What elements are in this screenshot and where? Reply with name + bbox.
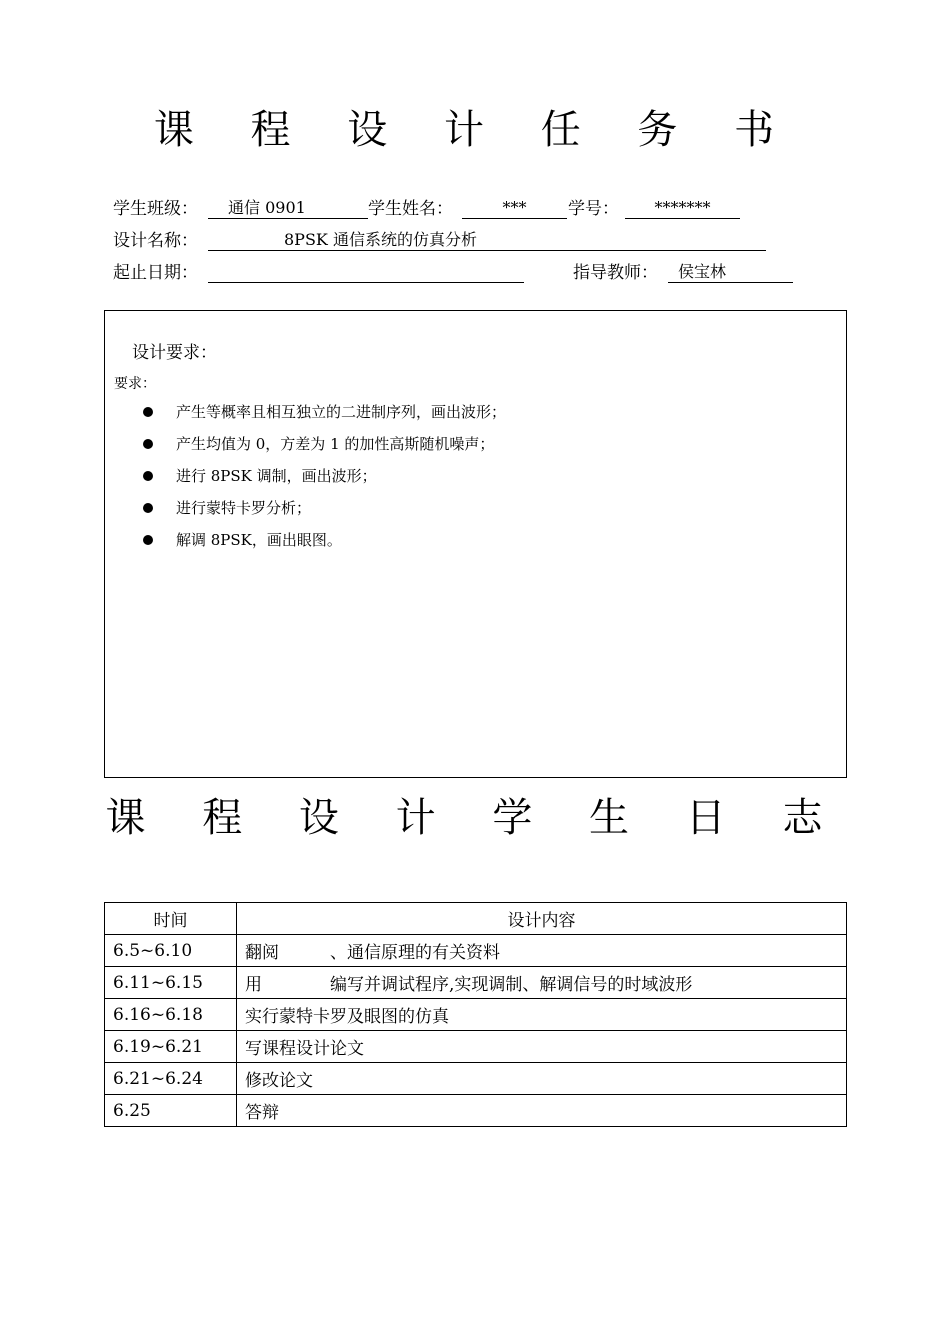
teacher-label: 指导教师： [573, 263, 658, 283]
time-column-header: 时间 [105, 903, 237, 935]
date-range-label: 起止日期： [113, 263, 198, 283]
student-id-label: 学号： [568, 199, 619, 219]
class-label: 学生班级： [113, 199, 198, 219]
name-value: *** [502, 198, 527, 217]
content-cell: 实行蒙特卡罗及眼图的仿真 [237, 999, 847, 1031]
teacher-field[interactable] [668, 262, 793, 283]
content-column-header: 设计内容 [237, 903, 847, 935]
name-label: 学生姓名： [368, 199, 453, 219]
time-cell: 6.21~6.24 [105, 1063, 237, 1095]
time-cell: 6.16~6.18 [105, 999, 237, 1031]
content-cell: 翻阅 、通信原理的有关资料 [237, 935, 847, 967]
content-cell: 写课程设计论文 [237, 1031, 847, 1063]
design-name-field[interactable] [208, 230, 766, 251]
table-row [105, 967, 847, 999]
requirements-subheading: 要求： [114, 376, 156, 392]
bullet-icon [143, 439, 153, 449]
requirement-item: 进行 8PSK 调制，画出波形； [176, 467, 377, 485]
requirement-item: 解调 8PSK，画出眼图。 [176, 531, 342, 549]
table-row [105, 1063, 847, 1095]
table-row [105, 1031, 847, 1063]
bullet-icon [143, 503, 153, 513]
design-name-label: 设计名称： [113, 231, 198, 251]
time-cell: 6.19~6.21 [105, 1031, 237, 1063]
requirement-item: 产生均值为 0，方差为 1 的加性高斯随机噪声； [176, 435, 495, 453]
time-cell: 6.25 [105, 1095, 237, 1127]
task-book-title: 课 程 设 计 任 务 书 [153, 107, 797, 153]
student-log-table [104, 902, 847, 1127]
table-row [105, 999, 847, 1031]
bullet-icon [143, 407, 153, 417]
table-row [105, 1095, 847, 1127]
requirement-item: 产生等概率且相互独立的二进制序列，画出波形； [176, 403, 507, 421]
requirement-item: 进行蒙特卡罗分析； [176, 499, 312, 517]
content-cell: 用 编写并调试程序,实现调制、解调信号的时域波形 [237, 967, 847, 999]
table-header-row [105, 903, 847, 935]
content-cell: 答辩 [237, 1095, 847, 1127]
student-id-value: ******* [654, 198, 711, 217]
teacher-value: 侯宝林 [678, 262, 727, 281]
bullet-icon [143, 535, 153, 545]
name-field[interactable] [462, 198, 567, 219]
requirements-heading: 设计要求： [132, 343, 217, 363]
time-cell: 6.5~6.10 [105, 935, 237, 967]
student-id-field[interactable] [625, 198, 740, 219]
bullet-icon [143, 471, 153, 481]
student-log-title: 课 程 设 计 学 生 日 志 [105, 795, 845, 841]
class-field[interactable] [208, 198, 368, 219]
content-cell: 修改论文 [237, 1063, 847, 1095]
date-range-field[interactable] [208, 262, 524, 283]
class-value: 通信 0901 [228, 198, 306, 217]
design-requirements-box [104, 310, 847, 778]
design-name-value: 8PSK 通信系统的仿真分析 [284, 230, 477, 249]
table-row [105, 935, 847, 967]
time-cell: 6.11~6.15 [105, 967, 237, 999]
